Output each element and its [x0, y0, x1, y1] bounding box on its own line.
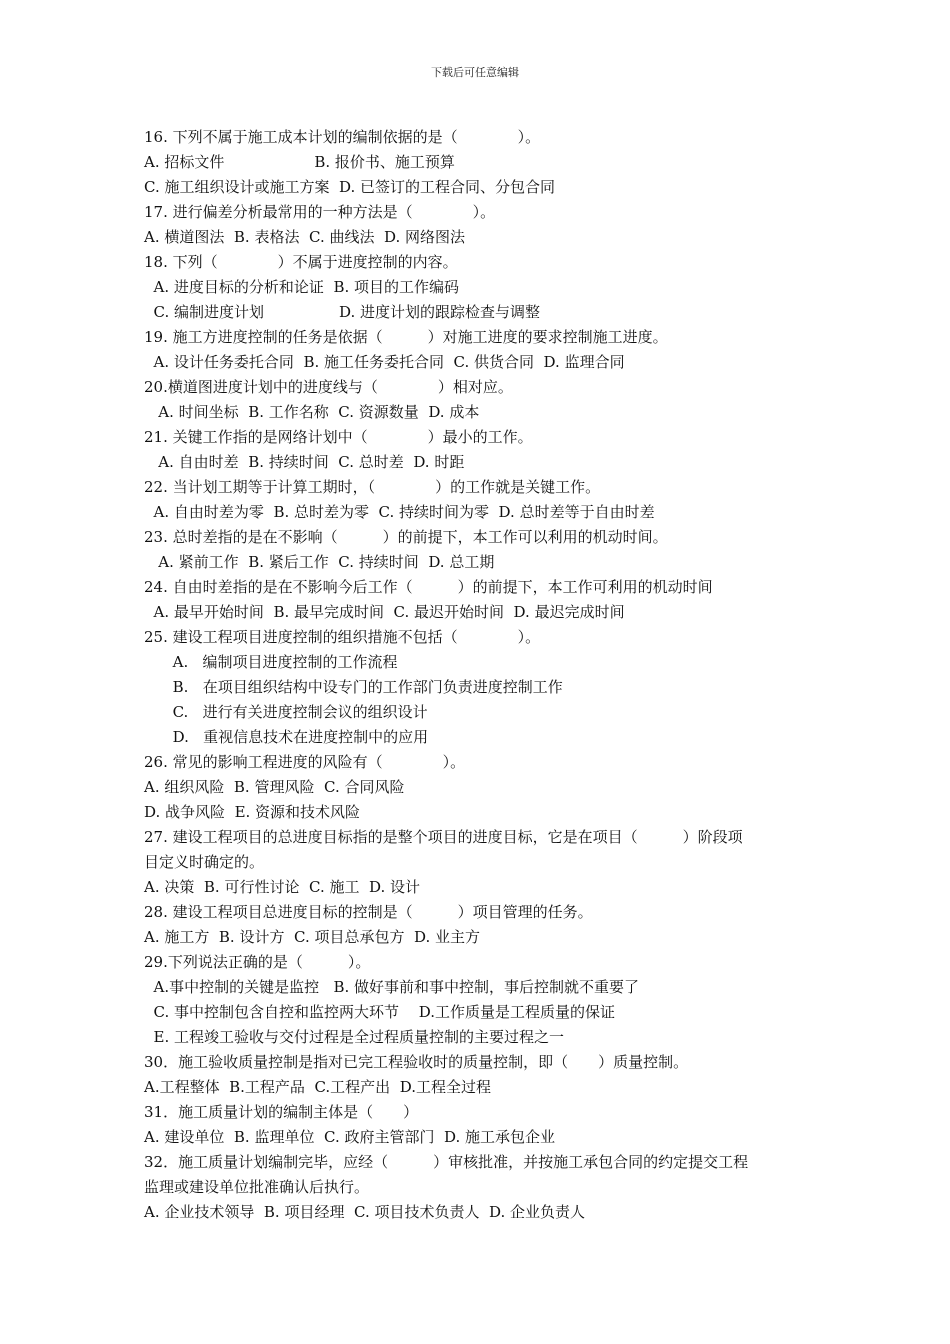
- question-17: 17. 进行偏差分析最常用的一种方法是（ ）。: [144, 203, 496, 221]
- document-body: [144, 125, 814, 1225]
- question-21: 21. 关键工作指的是网络计划中（ ）最小的工作。: [144, 428, 533, 446]
- question-22-options: A. 自由时差为零 B. 总时差为零 C. 持续时间为零 D. 总时差等于自由时差: [144, 503, 655, 521]
- question-24-options: A. 最早开始时间 B. 最早完成时间 C. 最迟开始时间 D. 最迟完成时间: [144, 603, 625, 621]
- question-18-options-cd: C. 编制进度计划 D. 进度计划的跟踪检查与调整: [144, 303, 541, 321]
- question-25-option-d: D. 重视信息技术在进度控制中的应用: [144, 728, 429, 746]
- question-29-option-e: E. 工程竣工验收与交付过程是全过程质量控制的主要过程之一: [144, 1028, 565, 1046]
- question-16: 16. 下列不属于施工成本计划的编制依据的是（ ）。: [144, 128, 541, 146]
- question-23-options: A. 紧前工作 B. 紧后工作 C. 持续时间 D. 总工期: [144, 553, 495, 571]
- question-29: 29.下列说法正确的是（ ）。: [144, 953, 371, 971]
- question-19-options: A. 设计任务委托合同 B. 施工任务委托合同 C. 供货合同 D. 监理合同: [144, 353, 625, 371]
- question-21-options: A. 自由时差 B. 持续时间 C. 总时差 D. 时距: [144, 453, 465, 471]
- page-header: 下载后可任意编辑: [431, 66, 519, 79]
- question-32: 32．施工质量计划编制完毕，应经（ ）审核批准，并按施工承包合同的约定提交工程: [144, 1153, 749, 1171]
- question-17-options: A. 横道图法 B. 表格法 C. 曲线法 D. 网络图法: [144, 228, 466, 246]
- question-26-options-abc: A. 组织风险 B. 管理风险 C. 合同风险: [144, 778, 405, 796]
- question-24: 24. 自由时差指的是在不影响今后工作（ ）的前提下，本工作可利用的机动时间: [144, 578, 713, 596]
- question-16-options-ab: A. 招标文件 B. 报价书、施工预算: [144, 153, 455, 171]
- question-27-options: A. 决策 B. 可行性讨论 C. 施工 D. 设计: [144, 878, 421, 896]
- question-29-options-ab: A.事中控制的关键是监控 B. 做好事前和事中控制，事后控制就不重要了: [144, 978, 640, 996]
- question-28: 28. 建设工程项目总进度目标的控制是（ ）项目管理的任务。: [144, 903, 593, 921]
- question-29-options-cd: C. 事中控制包含自控和监控两大环节 D.工作质量是工程质量的保证: [144, 1003, 616, 1021]
- question-32-options: A. 企业技术领导 B. 项目经理 C. 项目技术负责人 D. 企业负责人: [144, 1203, 586, 1221]
- question-30-options: A.工程整体 B.工程产品 C.工程产出 D.工程全过程: [144, 1078, 491, 1096]
- question-25-option-b: B. 在项目组织结构中设专门的工作部门负责进度控制工作: [144, 678, 563, 696]
- question-18: 18. 下列（ ）不属于进度控制的内容。: [144, 253, 458, 271]
- question-31: 31．施工质量计划的编制主体是（ ）: [144, 1103, 419, 1121]
- question-32-continued: 监理或建设单位批准确认后执行。: [144, 1178, 370, 1196]
- question-25-option-a: A. 编制项目进度控制的工作流程: [144, 653, 398, 671]
- question-28-options: A. 施工方 B. 设计方 C. 项目总承包方 D. 业主方: [144, 928, 481, 946]
- question-26: 26. 常见的影响工程进度的风险有（ ）。: [144, 753, 466, 771]
- question-22: 22. 当计划工期等于计算工期时，（ ）的工作就是关键工作。: [144, 478, 601, 496]
- question-25-option-c: C. 进行有关进度控制会议的组织设计: [144, 703, 428, 721]
- question-30: 30．施工验收质量控制是指对已完工程验收时的质量控制，即（ ）质量控制。: [144, 1053, 689, 1071]
- question-23: 23. 总时差指的是在不影响（ ）的前提下，本工作可以利用的机动时间。: [144, 528, 668, 546]
- question-25: 25. 建设工程项目进度控制的组织措施不包括（ ）。: [144, 628, 541, 646]
- question-19: 19. 施工方进度控制的任务是依据（ ）对施工进度的要求控制施工进度。: [144, 328, 668, 346]
- question-27: 27. 建设工程项目的总进度目标指的是整个项目的进度目标，它是在项目（ ）阶段项: [144, 828, 743, 846]
- question-31-options: A. 建设单位 B. 监理单位 C. 政府主管部门 D. 施工承包企业: [144, 1128, 556, 1146]
- question-27-continued: 目定义时确定的。: [144, 853, 265, 871]
- question-18-options-ab: A. 进度目标的分析和论证 B. 项目的工作编码: [144, 278, 460, 296]
- question-26-options-de: D. 战争风险 E. 资源和技术风险: [144, 803, 361, 821]
- question-16-options-cd: C. 施工组织设计或施工方案 D. 已签订的工程合同、分包合同: [144, 178, 556, 196]
- question-20: 20.横道图进度计划中的进度线与（ ）相对应。: [144, 378, 513, 396]
- question-20-options: A. 时间坐标 B. 工作名称 C. 资源数量 D. 成本: [144, 403, 480, 421]
